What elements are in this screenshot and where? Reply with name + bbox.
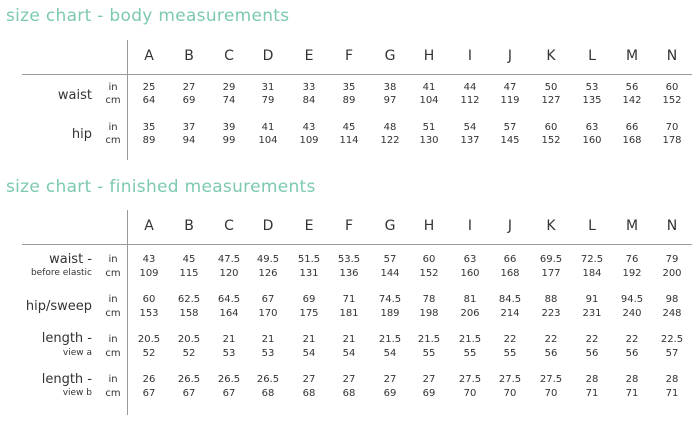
table-cell: 168 xyxy=(500,268,520,279)
table-cell: 69 xyxy=(383,388,397,399)
table-cell: 206 xyxy=(460,308,480,319)
table-cell: 72.5 xyxy=(580,254,604,265)
table-cell: 152 xyxy=(541,135,561,146)
table-cell: 71 xyxy=(625,388,639,399)
table-cell: 22 xyxy=(585,334,599,345)
finished-chart-vertical-divider xyxy=(127,210,128,415)
table-cell: 177 xyxy=(541,268,561,279)
table-cell: 57 xyxy=(665,348,679,359)
table-cell: 63 xyxy=(585,122,599,133)
table-cell: 120 xyxy=(219,268,239,279)
table-cell: 189 xyxy=(380,308,400,319)
table-cell: 99 xyxy=(222,135,236,146)
table-cell: 68 xyxy=(342,388,356,399)
table-cell: 184 xyxy=(582,268,602,279)
unit-label-cm: cm xyxy=(105,348,121,359)
table-cell: 31 xyxy=(261,82,275,93)
table-cell: 60 xyxy=(422,254,436,265)
row-sublabel: view a xyxy=(62,348,92,358)
table-cell: 56 xyxy=(625,82,639,93)
table-cell: 181 xyxy=(339,308,359,319)
table-cell: 112 xyxy=(460,95,480,106)
table-cell: 26 xyxy=(142,374,156,385)
body-chart-vertical-divider xyxy=(127,40,128,160)
table-cell: 144 xyxy=(380,268,400,279)
table-cell: 54 xyxy=(302,348,316,359)
table-cell: 49.5 xyxy=(256,254,280,265)
table-cell: 66 xyxy=(503,254,517,265)
table-cell: 21 xyxy=(222,334,236,345)
table-cell: 63 xyxy=(463,254,477,265)
table-cell: 53.5 xyxy=(337,254,361,265)
table-cell: 41 xyxy=(261,122,275,133)
row-label: hip/sweep xyxy=(25,299,92,314)
table-cell: 70 xyxy=(665,122,679,133)
size-header-e: E xyxy=(304,218,314,234)
size-header-l: L xyxy=(588,48,596,64)
table-cell: 45 xyxy=(342,122,356,133)
table-cell: 27.5 xyxy=(458,374,482,385)
table-cell: 67 xyxy=(222,388,236,399)
table-cell: 26.5 xyxy=(256,374,280,385)
table-cell: 53 xyxy=(261,348,275,359)
table-cell: 69.5 xyxy=(539,254,563,265)
table-cell: 21 xyxy=(302,334,316,345)
table-cell: 51.5 xyxy=(297,254,321,265)
table-cell: 153 xyxy=(139,308,159,319)
table-cell: 33 xyxy=(302,82,316,93)
size-header-m: M xyxy=(625,218,639,234)
row-label: length - xyxy=(41,331,92,346)
table-cell: 54 xyxy=(342,348,356,359)
size-header-h: H xyxy=(423,218,435,234)
unit-label-cm: cm xyxy=(105,308,121,319)
table-cell: 47.5 xyxy=(217,254,241,265)
table-cell: 64.5 xyxy=(217,294,241,305)
table-cell: 88 xyxy=(544,294,558,305)
size-header-j: J xyxy=(507,48,513,64)
finished-chart-header-divider xyxy=(22,244,692,245)
table-cell: 20.5 xyxy=(137,334,161,345)
table-cell: 135 xyxy=(582,95,602,106)
table-cell: 43 xyxy=(302,122,316,133)
table-cell: 41 xyxy=(422,82,436,93)
table-cell: 21.5 xyxy=(417,334,441,345)
table-cell: 89 xyxy=(142,135,156,146)
table-cell: 84 xyxy=(302,95,316,106)
size-header-d: D xyxy=(262,218,274,234)
table-cell: 56 xyxy=(544,348,558,359)
table-cell: 22 xyxy=(544,334,558,345)
table-cell: 28 xyxy=(585,374,599,385)
table-cell: 66 xyxy=(625,122,639,133)
table-cell: 104 xyxy=(419,95,439,106)
unit-label-in: in xyxy=(108,122,118,133)
table-cell: 109 xyxy=(139,268,159,279)
table-cell: 114 xyxy=(339,135,359,146)
table-cell: 70 xyxy=(463,388,477,399)
table-cell: 22 xyxy=(625,334,639,345)
table-cell: 67 xyxy=(261,294,275,305)
size-header-e: E xyxy=(304,48,314,64)
table-cell: 45 xyxy=(182,254,196,265)
size-header-i: I xyxy=(467,48,473,64)
table-cell: 54 xyxy=(383,348,397,359)
table-cell: 200 xyxy=(662,268,682,279)
table-cell: 214 xyxy=(500,308,520,319)
table-cell: 97 xyxy=(383,95,397,106)
size-header-j: J xyxy=(507,218,513,234)
size-header-n: N xyxy=(666,218,678,234)
size-header-m: M xyxy=(625,48,639,64)
size-header-k: K xyxy=(546,48,556,64)
table-cell: 38 xyxy=(383,82,397,93)
size-header-h: H xyxy=(423,48,435,64)
table-cell: 170 xyxy=(258,308,278,319)
size-header-i: I xyxy=(467,218,473,234)
size-header-n: N xyxy=(666,48,678,64)
table-cell: 53 xyxy=(222,348,236,359)
size-header-g: G xyxy=(384,48,396,64)
unit-label-cm: cm xyxy=(105,388,121,399)
table-cell: 47 xyxy=(503,82,517,93)
table-cell: 29 xyxy=(222,82,236,93)
size-header-g: G xyxy=(384,218,396,234)
table-cell: 55 xyxy=(503,348,517,359)
table-cell: 52 xyxy=(182,348,196,359)
table-cell: 68 xyxy=(261,388,275,399)
table-cell: 69 xyxy=(182,95,196,106)
size-header-b: B xyxy=(184,48,194,64)
table-cell: 70 xyxy=(544,388,558,399)
table-cell: 21 xyxy=(342,334,356,345)
size-header-l: L xyxy=(588,218,596,234)
table-cell: 168 xyxy=(622,135,642,146)
table-cell: 68 xyxy=(302,388,316,399)
table-cell: 131 xyxy=(299,268,319,279)
table-cell: 130 xyxy=(419,135,439,146)
table-cell: 56 xyxy=(585,348,599,359)
table-cell: 56 xyxy=(625,348,639,359)
table-cell: 60 xyxy=(665,82,679,93)
table-cell: 74 xyxy=(222,95,236,106)
table-cell: 37 xyxy=(182,122,196,133)
table-cell: 192 xyxy=(622,268,642,279)
table-cell: 22.5 xyxy=(660,334,684,345)
table-cell: 20.5 xyxy=(177,334,201,345)
unit-label-in: in xyxy=(108,254,118,265)
row-label: waist - xyxy=(49,252,92,267)
table-cell: 81 xyxy=(463,294,477,305)
body-chart-header-divider xyxy=(22,74,692,75)
unit-label-in: in xyxy=(108,374,118,385)
size-header-a: A xyxy=(144,218,154,234)
table-cell: 27 xyxy=(302,374,316,385)
table-cell: 94.5 xyxy=(620,294,644,305)
body-chart-title: size chart - body measurements xyxy=(6,6,290,26)
table-cell: 55 xyxy=(422,348,436,359)
table-cell: 223 xyxy=(541,308,561,319)
table-cell: 127 xyxy=(541,95,561,106)
unit-label-cm: cm xyxy=(105,135,121,146)
unit-label-cm: cm xyxy=(105,268,121,279)
table-cell: 152 xyxy=(419,268,439,279)
table-cell: 136 xyxy=(339,268,359,279)
unit-label-in: in xyxy=(108,294,118,305)
table-cell: 160 xyxy=(582,135,602,146)
unit-label-in: in xyxy=(108,82,118,93)
table-cell: 39 xyxy=(222,122,236,133)
table-cell: 115 xyxy=(179,268,199,279)
table-cell: 158 xyxy=(179,308,199,319)
table-cell: 21.5 xyxy=(458,334,482,345)
size-header-a: A xyxy=(144,48,154,64)
table-cell: 51 xyxy=(422,122,436,133)
table-cell: 164 xyxy=(219,308,239,319)
size-header-c: C xyxy=(224,48,234,64)
table-cell: 57 xyxy=(383,254,397,265)
table-cell: 27 xyxy=(383,374,397,385)
table-cell: 43 xyxy=(142,254,156,265)
size-header-f: F xyxy=(344,218,354,234)
table-cell: 70 xyxy=(503,388,517,399)
table-cell: 175 xyxy=(299,308,319,319)
table-cell: 54 xyxy=(463,122,477,133)
table-cell: 25 xyxy=(142,82,156,93)
table-cell: 119 xyxy=(500,95,520,106)
row-sublabel: before elastic xyxy=(30,268,92,278)
table-cell: 137 xyxy=(460,135,480,146)
table-cell: 27 xyxy=(182,82,196,93)
row-sublabel: view b xyxy=(62,388,92,398)
size-header-d: D xyxy=(262,48,274,64)
row-label: hip xyxy=(71,127,92,142)
size-header-c: C xyxy=(224,218,234,234)
table-cell: 27.5 xyxy=(539,374,563,385)
table-cell: 35 xyxy=(342,82,356,93)
table-cell: 26.5 xyxy=(217,374,241,385)
table-cell: 104 xyxy=(258,135,278,146)
table-cell: 71 xyxy=(342,294,356,305)
table-cell: 67 xyxy=(182,388,196,399)
table-cell: 79 xyxy=(261,95,275,106)
table-cell: 126 xyxy=(258,268,278,279)
size-header-k: K xyxy=(546,218,556,234)
table-cell: 27 xyxy=(342,374,356,385)
table-cell: 27.5 xyxy=(498,374,522,385)
table-cell: 78 xyxy=(422,294,436,305)
table-cell: 60 xyxy=(544,122,558,133)
table-cell: 160 xyxy=(460,268,480,279)
table-cell: 231 xyxy=(582,308,602,319)
table-cell: 60 xyxy=(142,294,156,305)
table-cell: 69 xyxy=(302,294,316,305)
table-cell: 28 xyxy=(625,374,639,385)
finished-chart-title: size chart - finished measurements xyxy=(6,177,316,197)
table-cell: 50 xyxy=(544,82,558,93)
table-cell: 89 xyxy=(342,95,356,106)
table-cell: 52 xyxy=(142,348,156,359)
table-cell: 64 xyxy=(142,95,156,106)
size-header-b: B xyxy=(184,218,194,234)
table-cell: 71 xyxy=(665,388,679,399)
table-cell: 21 xyxy=(261,334,275,345)
table-cell: 74.5 xyxy=(378,294,402,305)
table-cell: 98 xyxy=(665,294,679,305)
table-cell: 122 xyxy=(380,135,400,146)
table-cell: 248 xyxy=(662,308,682,319)
table-cell: 22 xyxy=(503,334,517,345)
table-cell: 142 xyxy=(622,95,642,106)
table-cell: 91 xyxy=(585,294,599,305)
table-cell: 55 xyxy=(463,348,477,359)
table-cell: 109 xyxy=(299,135,319,146)
table-cell: 26.5 xyxy=(177,374,201,385)
table-cell: 71 xyxy=(585,388,599,399)
table-cell: 62.5 xyxy=(177,294,201,305)
table-cell: 240 xyxy=(622,308,642,319)
row-label: waist xyxy=(57,88,92,103)
table-cell: 27 xyxy=(422,374,436,385)
unit-label-cm: cm xyxy=(105,95,121,106)
table-cell: 28 xyxy=(665,374,679,385)
table-cell: 57 xyxy=(503,122,517,133)
unit-label-in: in xyxy=(108,334,118,345)
table-cell: 198 xyxy=(419,308,439,319)
table-cell: 79 xyxy=(665,254,679,265)
table-cell: 145 xyxy=(500,135,520,146)
table-cell: 67 xyxy=(142,388,156,399)
table-cell: 53 xyxy=(585,82,599,93)
table-cell: 152 xyxy=(662,95,682,106)
table-cell: 84.5 xyxy=(498,294,522,305)
row-label: length - xyxy=(41,372,92,387)
table-cell: 69 xyxy=(422,388,436,399)
table-cell: 35 xyxy=(142,122,156,133)
table-cell: 21.5 xyxy=(378,334,402,345)
table-cell: 48 xyxy=(383,122,397,133)
size-header-f: F xyxy=(344,48,354,64)
table-cell: 94 xyxy=(182,135,196,146)
table-cell: 178 xyxy=(662,135,682,146)
table-cell: 44 xyxy=(463,82,477,93)
table-cell: 76 xyxy=(625,254,639,265)
